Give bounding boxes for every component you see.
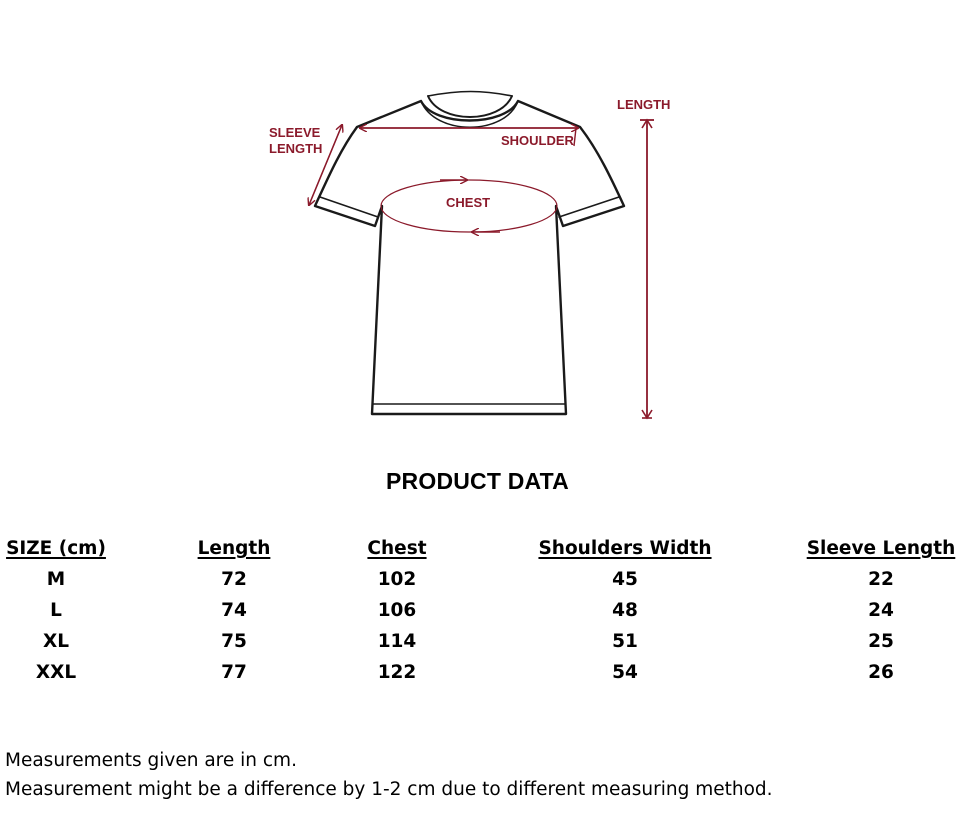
tshirt-icon bbox=[315, 92, 624, 415]
note-line: Measurement might be a difference by 1-2 cm due to different measuring method. bbox=[5, 779, 773, 800]
cell-chest: 122 bbox=[377, 662, 417, 683]
header-shoulders-width: Shoulders Width bbox=[538, 538, 712, 559]
cell-chest: 114 bbox=[377, 631, 417, 652]
table-header-row bbox=[0, 533, 962, 564]
cell-size: M bbox=[46, 569, 66, 590]
shoulder-label: SHOULDER bbox=[501, 133, 574, 148]
header-length: Length bbox=[197, 538, 271, 559]
sleeve-length-label-line1: SLEEVE bbox=[269, 125, 321, 140]
note-line: Measurements given are in cm. bbox=[5, 750, 297, 771]
table-row bbox=[0, 657, 962, 688]
cell-size: L bbox=[50, 600, 62, 621]
cell-sleeve-length: 25 bbox=[868, 631, 894, 652]
size-table bbox=[0, 533, 962, 688]
cell-length: 72 bbox=[221, 569, 247, 590]
cell-length: 75 bbox=[221, 631, 247, 652]
table-row bbox=[0, 626, 962, 657]
header-size: SIZE (cm) bbox=[6, 538, 106, 559]
sleeve-length-label-line2: LENGTH bbox=[269, 141, 323, 156]
cell-shoulders-width: 48 bbox=[612, 600, 638, 621]
measurement-notes bbox=[5, 746, 773, 804]
cell-chest: 102 bbox=[377, 569, 417, 590]
cell-shoulders-width: 45 bbox=[612, 569, 638, 590]
cell-length: 77 bbox=[221, 662, 247, 683]
table-row bbox=[0, 564, 962, 595]
cell-shoulders-width: 51 bbox=[612, 631, 638, 652]
cell-size: XXL bbox=[35, 662, 77, 683]
cell-chest: 106 bbox=[377, 600, 417, 621]
cell-length: 74 bbox=[221, 600, 247, 621]
length-label: LENGTH bbox=[617, 97, 671, 112]
chest-label: CHEST bbox=[446, 195, 491, 210]
header-chest: Chest bbox=[367, 538, 427, 559]
cell-size: XL bbox=[42, 631, 70, 652]
cell-sleeve-length: 24 bbox=[868, 600, 894, 621]
table-row bbox=[0, 595, 962, 626]
product-data-title: PRODUCT DATA bbox=[386, 468, 569, 494]
cell-sleeve-length: 22 bbox=[868, 569, 894, 590]
measurement-lines bbox=[309, 120, 654, 418]
cell-shoulders-width: 54 bbox=[612, 662, 638, 683]
header-sleeve-length: Sleeve Length bbox=[806, 538, 956, 559]
cell-sleeve-length: 26 bbox=[868, 662, 894, 683]
